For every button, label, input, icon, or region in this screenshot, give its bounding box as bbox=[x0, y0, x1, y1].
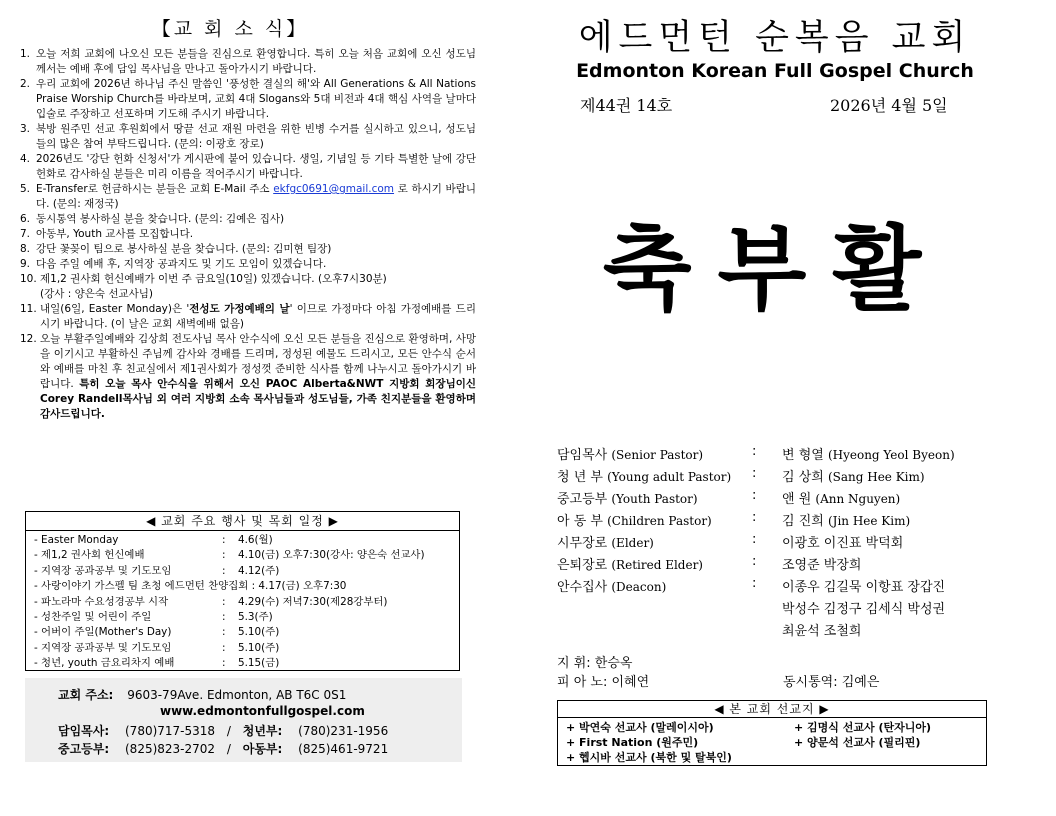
deacon-names-continued: 박성수 김정구 김세식 박성권 bbox=[782, 602, 946, 617]
staff-separator: : bbox=[752, 444, 757, 459]
staff-role-english: (Retired Elder) bbox=[611, 558, 703, 572]
staff-separator: : bbox=[752, 466, 757, 481]
children-phone-label: 아동부: bbox=[242, 742, 283, 756]
staff-name: 앤 원 bbox=[782, 492, 812, 507]
staff-role: 시무장로 bbox=[557, 536, 608, 551]
address-label: 교회 주소: bbox=[58, 688, 114, 702]
staff-role: 청 년 부 bbox=[557, 470, 603, 485]
notices-list bbox=[20, 47, 476, 422]
address-row bbox=[58, 686, 346, 703]
staff-name-english: (Sang Hee Kim) bbox=[827, 470, 925, 484]
notices-title: 【교 회 소 식】 bbox=[151, 18, 309, 40]
notice-item: 5. E-Transfer로 헌금하시는 분들은 교회 E-Mail 주소 ekfgc0691@gmail.com 로 하시기 바랍니다. (문의: 재정국) bbox=[20, 183, 476, 210]
staff-row bbox=[557, 576, 946, 595]
staff-role: 중고등부 bbox=[557, 492, 608, 507]
phone-separator: / bbox=[226, 742, 231, 756]
staff-name: 이종우 김길묵 이항표 장갑진 bbox=[782, 580, 946, 595]
notice-item: 2. 우리 교회에 2026년 하나님 주신 말씀인 '풍성한 결실의 해'와 All Generations & All Nations Praise Worship Church를 바라보며, 교회 4대 Slogans와 5대 비전과 4대 핵심 사역을 날마다 입술로 주장하고 선포하며 기도해 주시기 바랍니다. bbox=[20, 78, 476, 120]
easter-headline: 축부활 bbox=[602, 216, 948, 323]
staff-role-english: (Deacon) bbox=[611, 580, 667, 594]
staff-role-english: (Elder) bbox=[611, 536, 654, 550]
staff-role: 담임목사 bbox=[557, 448, 608, 463]
staff-name-english: (Hyeong Yeol Byeon) bbox=[827, 448, 955, 462]
mission-item: + First Nation (원주민) bbox=[566, 736, 699, 749]
event-item: - 어버이 주일(Mother's Day) : 5.10(주) bbox=[34, 626, 280, 639]
church-name-english: Edmonton Korean Full Gospel Church bbox=[576, 60, 974, 82]
notice-item: 10. 제1,2 권사회 헌신예배가 이번 주 금요일(10일) 있겠습니다. (오후7시30분) (강사 : 양은숙 선교사님) bbox=[20, 272, 476, 302]
events-list bbox=[26, 531, 459, 672]
staff-role: 안수집사 bbox=[557, 580, 608, 595]
conductor: 지 휘: 한승옥 bbox=[557, 656, 633, 671]
interpreter: 동시통역: 김예은 bbox=[783, 675, 880, 690]
church-name-korean: 에드먼턴 순복음 교회 bbox=[578, 18, 972, 58]
children-phone: (825)461-9721 bbox=[298, 742, 389, 756]
volume-number: 제44권 14호 bbox=[580, 96, 673, 115]
notice-item: 9. 다음 주일 예배 후, 지역장 공과지도 및 기도 모임이 있겠습니다. bbox=[20, 258, 327, 270]
youth-phone: (825)823-2702 bbox=[125, 742, 216, 756]
staff-role-english: (Young adult Pastor) bbox=[607, 470, 732, 484]
staff-name: 이광호 이진표 박덕회 bbox=[782, 536, 904, 551]
events-header: ◀ 교회 주요 행사 및 목회 일정 ▶ bbox=[26, 512, 459, 531]
phone-row bbox=[58, 740, 388, 757]
bulletin-date: 2026년 4월 5일 bbox=[830, 96, 948, 115]
staff-row bbox=[557, 532, 904, 551]
staff-role: 은퇴장로 bbox=[557, 558, 608, 573]
event-item: - 지역장 공과공부 및 기도모임 : 5.10(주) bbox=[34, 641, 280, 654]
mission-item: + 양문석 선교사 (필리핀) bbox=[794, 736, 921, 749]
notice-item: 8. 강단 꽃꽂이 팀으로 봉사하실 분을 찾습니다. (문의: 김미현 팀장) bbox=[20, 243, 332, 255]
events-box bbox=[25, 511, 460, 671]
notice-item: 7. 아동부, Youth 교사를 모집합니다. bbox=[20, 228, 194, 240]
event-item: - 파노라마 수요성경공부 시작 : 4.29(수) 저녁7:30(제28강부터) bbox=[34, 595, 388, 608]
event-item: - 제1,2 권사회 헌신예배 : 4.10(금) 오후7:30(강사: 양은숙 선교사) bbox=[34, 549, 425, 562]
notice-item: 12. 오늘 부활주일예배와 김상희 전도사님 목사 안수식에 오신 모든 분들을 진심으로 환영하며, 사망을 이기시고 부활하신 주님께 감사와 경배를 드리며, 정성된 예물도 드리시고, 모든 안수식 순서와 예배를 마친 후 친교실에서 제1권사회가 정성껏 준비한 식사를 함께 나누시고 돌아가시기 바랍니다. 특히 오늘 목사 안수식을 위해서 오신 PAOC Alberta&NWT 지방회 회장님이신 Corey Randell목사님 외 여러 지방회 소속 목사님들과 성도님들, 가족 친지분들을 환영하며 감사드립니다. bbox=[20, 333, 477, 420]
notice-item: 11. 내일(6일, Easter Monday)은 '전성도 가정예배의 날' 이므로 가정마다 아침 가정예배를 드리시기 바랍니다. (이 날은 교회 새벽예배 없음) bbox=[20, 303, 476, 330]
staff-separator: : bbox=[752, 576, 757, 591]
notice-item: 3. 북방 원주민 선교 후원회에서 땅끝 선교 재원 마련을 위한 빈병 수거를 실시하고 있으니, 성도님들의 많은 참여 부탁드립니다. (문의: 이광호 장로) bbox=[20, 123, 476, 150]
event-item: - 사랑이야기 가스펠 팀 초청 에드먼턴 찬양집회 : 4.17(금) 오후7:30 bbox=[34, 580, 347, 593]
staff-separator: : bbox=[752, 554, 757, 569]
event-item: - Easter Monday : 4.6(월) bbox=[34, 534, 273, 546]
staff-row bbox=[557, 554, 862, 573]
youth-phone-label: 중고등부: bbox=[58, 742, 110, 756]
missions-box bbox=[557, 700, 987, 766]
senior-phone-label: 담임목사: bbox=[58, 724, 110, 738]
event-item: - 청년, youth 금요리차지 예배 : 5.15(금) bbox=[34, 657, 280, 670]
event-item: - 지역장 공과공부 및 기도모임 : 4.12(주) bbox=[34, 564, 280, 577]
contact-box bbox=[25, 678, 462, 762]
staff-name-english: (Jin Hee Kim) bbox=[827, 514, 911, 528]
notice-emphasis: 전성도 가정예배의 날 bbox=[189, 303, 290, 315]
staff-separator: : bbox=[752, 488, 757, 503]
staff-role-english: (Children Pastor) bbox=[607, 514, 712, 528]
notice-item: 6. 동시통역 봉사하실 분을 찾습니다. (문의: 김예은 집사) bbox=[20, 213, 285, 225]
staff-role: 아 동 부 bbox=[557, 514, 603, 529]
notice-note: (강사 : 양은숙 선교사님) bbox=[40, 288, 154, 300]
mission-item: + 김명식 선교사 (탄자니아) bbox=[794, 721, 932, 734]
staff-row bbox=[557, 488, 901, 507]
staff-separator: : bbox=[752, 510, 757, 525]
staff-name-english: (Ann Nguyen) bbox=[815, 492, 901, 506]
staff-role-english: (Youth Pastor) bbox=[611, 492, 698, 506]
mission-item: + 헵시바 선교사 (북한 및 탈북인) bbox=[566, 751, 732, 764]
staff-row bbox=[557, 444, 955, 463]
young-phone: (780)231-1956 bbox=[298, 724, 389, 738]
staff-name: 조영준 박장희 bbox=[782, 558, 862, 573]
website-link[interactable]: www.edmontonfullgospel.com bbox=[160, 704, 365, 718]
event-item: - 성찬주일 및 어린이 주일 : 5.3(주) bbox=[34, 611, 273, 624]
email-link[interactable]: ekfgc0691@gmail.com bbox=[273, 183, 395, 195]
phone-row bbox=[58, 722, 388, 739]
senior-phone: (780)717-5318 bbox=[125, 724, 216, 738]
missions-header: ◀ 본 교회 선교지 ▶ bbox=[558, 701, 986, 718]
phone-separator: / bbox=[226, 724, 231, 738]
staff-row bbox=[557, 510, 911, 529]
notice-emphasis: 특히 오늘 목사 안수식을 위해서 오신 PAOC Alberta&NWT 지방회 회장님이신 Corey Randell목사님 외 여러 지방회 소속 목사님들과 성도님들, 가족 친지분들을 환영하며 감사드립니다. bbox=[40, 378, 477, 420]
staff-role-english: (Senior Pastor) bbox=[611, 448, 704, 462]
notice-item: 4. 2026년도 '강단 헌화 신청서'가 게시판에 붙어 있습니다. 생일, 기념일 등 기타 특별한 날에 강단 헌화로 감사하실 분들은 미리 이름을 적어주시기 바랍니다. bbox=[20, 153, 476, 180]
staff-separator: : bbox=[752, 532, 757, 547]
pianist: 피 아 노: 이혜연 bbox=[557, 675, 650, 690]
deacon-names-continued: 최윤석 조철희 bbox=[782, 624, 862, 639]
notice-item: 1. 오늘 저희 교회에 나오신 모든 분들을 진심으로 환영합니다. 특히 오늘 처음 교회에 오신 성도님께서는 예배 후에 담임 목사님을 만나고 돌아가시기 바랍니다. bbox=[20, 48, 476, 75]
staff-row bbox=[557, 466, 925, 485]
staff-name: 김 상희 bbox=[782, 470, 824, 485]
young-phone-label: 청년부: bbox=[242, 724, 283, 738]
staff-name: 김 진희 bbox=[782, 514, 824, 529]
staff-name: 변 형열 bbox=[782, 448, 824, 463]
address-text: 9603-79Ave. Edmonton, AB T6C 0S1 bbox=[127, 688, 347, 702]
mission-item: + 박연숙 선교사 (말레이시아) bbox=[566, 721, 714, 734]
